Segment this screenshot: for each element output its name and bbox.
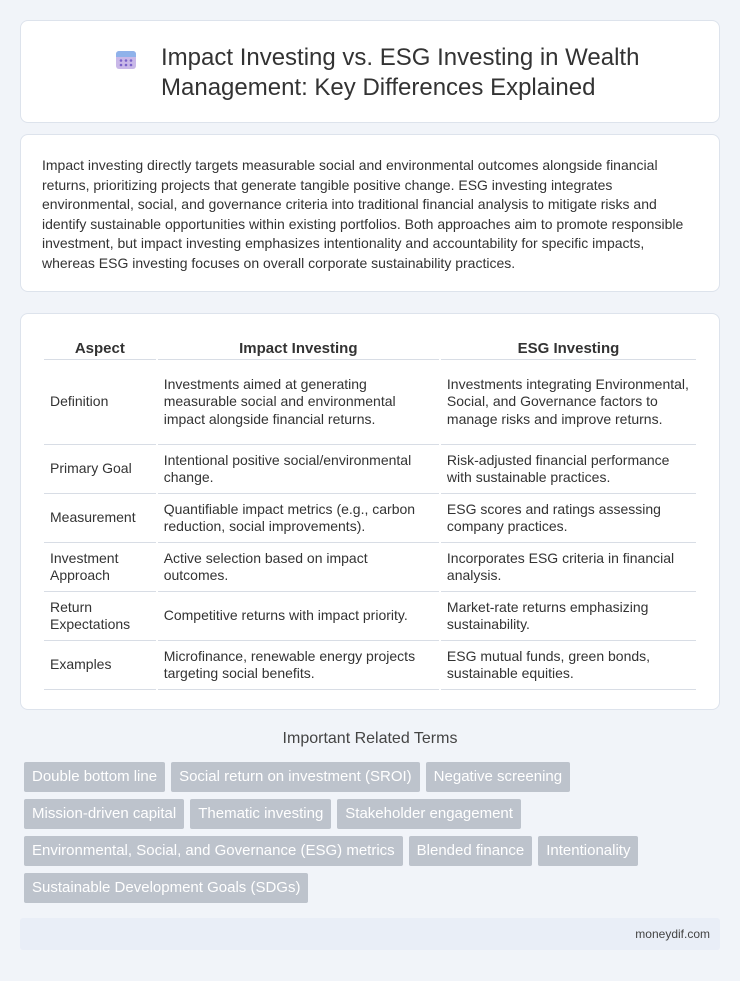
row-aspect: Measurement [44, 494, 156, 543]
footer-site-link[interactable]: moneydif.com [635, 927, 710, 941]
related-term-tag[interactable]: Thematic investing [190, 799, 331, 829]
row-aspect: Investment Approach [44, 543, 156, 592]
header-esg-investing: ESG Investing [441, 334, 696, 360]
header-aspect: Aspect [44, 334, 156, 360]
row-aspect: Return Expectations [44, 592, 156, 641]
related-term-tag[interactable]: Social return on investment (SROI) [171, 762, 420, 792]
header-impact-investing: Impact Investing [158, 334, 439, 360]
table-row [44, 543, 696, 592]
related-terms-list [24, 762, 704, 903]
related-term-tag[interactable]: Blended finance [409, 836, 533, 866]
table-row [44, 494, 696, 543]
table-row [44, 592, 696, 641]
row-esg: Market-rate returns emphasizing sustainability. [441, 592, 696, 641]
row-esg: Incorporates ESG criteria in financial analysis. [441, 543, 696, 592]
related-term-tag[interactable]: Double bottom line [24, 762, 165, 792]
row-esg: Investments integrating Environmental, Social, and Governance factors to manage risks and improve returns. [441, 360, 696, 445]
table-row [44, 641, 696, 690]
title-card [20, 20, 720, 123]
comparison-table-card [20, 313, 720, 710]
table-row [44, 445, 696, 494]
related-terms-title: Important Related Terms [282, 730, 458, 747]
related-term-tag[interactable]: Stakeholder engagement [337, 799, 521, 829]
row-impact: Competitive returns with impact priority. [158, 592, 439, 641]
related-term-tag[interactable]: Sustainable Development Goals (SDGs) [24, 873, 308, 903]
row-aspect: Examples [44, 641, 156, 690]
row-impact: Investments aimed at generating measurable social and environmental impact alongside financial returns. [158, 360, 439, 445]
footer [20, 918, 720, 950]
row-impact: Active selection based on impact outcomes. [158, 543, 439, 592]
related-term-tag[interactable]: Intentionality [538, 836, 638, 866]
row-aspect: Primary Goal [44, 445, 156, 494]
table-header-row [44, 334, 696, 360]
row-esg: ESG mutual funds, green bonds, sustainable equities. [441, 641, 696, 690]
table-row [44, 360, 696, 445]
related-term-tag[interactable]: Environmental, Social, and Governance (ESG) metrics [24, 836, 403, 866]
summary-text: Impact investing directly targets measurable social and environmental outcomes alongside financial returns, prioritizing projects that generate tangible positive change. ESG investing integrates environmental, social, and governance criteria into traditional financial analysis to mitigate risks and identify sustainable opportunities within existing portfolios. Both approaches aim to promote responsible investment, but impact investing emphasizes intentionality and accountability for specific impacts, whereas ESG investing focuses on overall corporate sustainability practices. [42, 157, 684, 271]
row-impact: Microfinance, renewable energy projects targeting social benefits. [158, 641, 439, 690]
summary-card [20, 134, 720, 292]
row-esg: Risk-adjusted financial performance with sustainable practices. [441, 445, 696, 494]
row-impact: Quantifiable impact metrics (e.g., carbon reduction, social improvements). [158, 494, 439, 543]
related-term-tag[interactable]: Negative screening [426, 762, 570, 792]
comparison-table [42, 334, 698, 690]
page-title: Impact Investing vs. ESG Investing in Wealth Management: Key Differences Explained [161, 44, 640, 101]
row-impact: Intentional positive social/environmental change. [158, 445, 439, 494]
row-esg: ESG scores and ratings assessing company practices. [441, 494, 696, 543]
related-term-tag[interactable]: Mission-driven capital [24, 799, 184, 829]
row-aspect: Definition [44, 360, 156, 445]
